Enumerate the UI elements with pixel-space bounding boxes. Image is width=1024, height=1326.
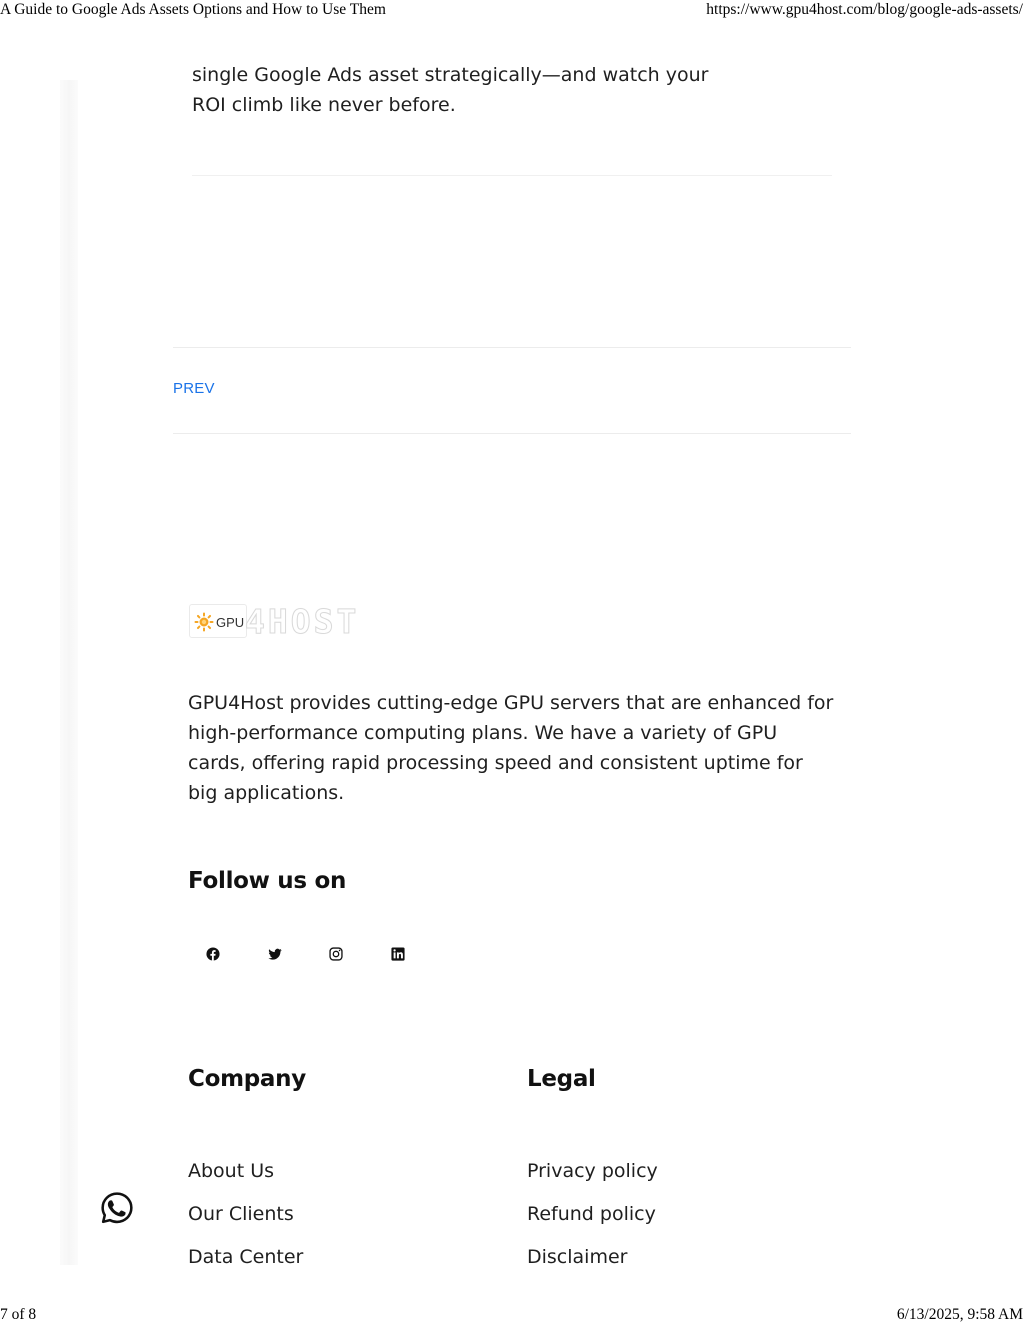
list-item <box>527 1157 658 1200</box>
facebook-link[interactable] <box>203 944 223 964</box>
disclaimer-link[interactable]: Disclaimer <box>527 1246 628 1268</box>
print-page-url: https://www.gpu4host.com/blog/google-ads-assets/ <box>706 1 1023 18</box>
about-us-link[interactable]: About Us <box>188 1160 275 1182</box>
whatsapp-icon[interactable] <box>100 1191 134 1225</box>
twitter-icon <box>268 947 282 961</box>
article-closing-paragraph <box>192 60 812 120</box>
company-description: GPU4Host provides cutting-edge GPU servers that are enhanced for high-performance computing plans. We have a variety of GPU cards, offering rapid processing speed and consistent uptime for big applications. <box>188 692 834 804</box>
privacy-policy-link[interactable]: Privacy policy <box>527 1160 658 1182</box>
print-footer <box>0 1306 1024 1326</box>
logo-gpu-text: GPU <box>216 615 245 630</box>
logo-badge <box>189 604 247 638</box>
footer-logo[interactable] <box>189 602 379 640</box>
legal-links <box>527 1157 658 1286</box>
prev-post-link[interactable]: PREV <box>173 380 215 397</box>
print-timestamp: 6/13/2025, 9:58 AM <box>896 1306 1023 1323</box>
list-item <box>188 1200 303 1243</box>
list-item <box>527 1200 658 1243</box>
data-center-link[interactable]: Data Center <box>188 1246 304 1268</box>
company-links <box>188 1157 303 1286</box>
print-page-title: A Guide to Google Ads Assets Options and How to Use Them <box>0 1 386 18</box>
facebook-icon <box>206 947 220 961</box>
print-header <box>0 1 1024 21</box>
instagram-icon <box>329 947 343 961</box>
article-divider <box>192 175 832 176</box>
instagram-link[interactable] <box>326 944 346 964</box>
page-side-shadow <box>60 80 78 1265</box>
follow-us-heading: Follow us on <box>188 868 347 894</box>
article-text-line: single Google Ads asset strategically—and watch your <box>192 64 709 86</box>
refund-policy-link[interactable]: Refund policy <box>527 1203 656 1225</box>
our-clients-link[interactable]: Our Clients <box>188 1203 294 1225</box>
logo-host-text: 4HOST <box>245 602 360 641</box>
list-item <box>527 1243 658 1286</box>
list-item <box>188 1157 303 1200</box>
list-item <box>188 1243 303 1286</box>
company-heading: Company <box>188 1066 306 1092</box>
twitter-link[interactable] <box>265 944 285 964</box>
post-nav-top-divider <box>173 347 851 348</box>
article-text-line: ROI climb like never before. <box>192 94 456 116</box>
print-page-number: 7 of 8 <box>0 1306 37 1323</box>
post-nav-bottom-divider <box>173 433 851 434</box>
legal-heading: Legal <box>527 1066 596 1092</box>
linkedin-link[interactable] <box>388 944 408 964</box>
linkedin-icon <box>391 947 405 961</box>
sun-logo-icon <box>194 612 214 632</box>
